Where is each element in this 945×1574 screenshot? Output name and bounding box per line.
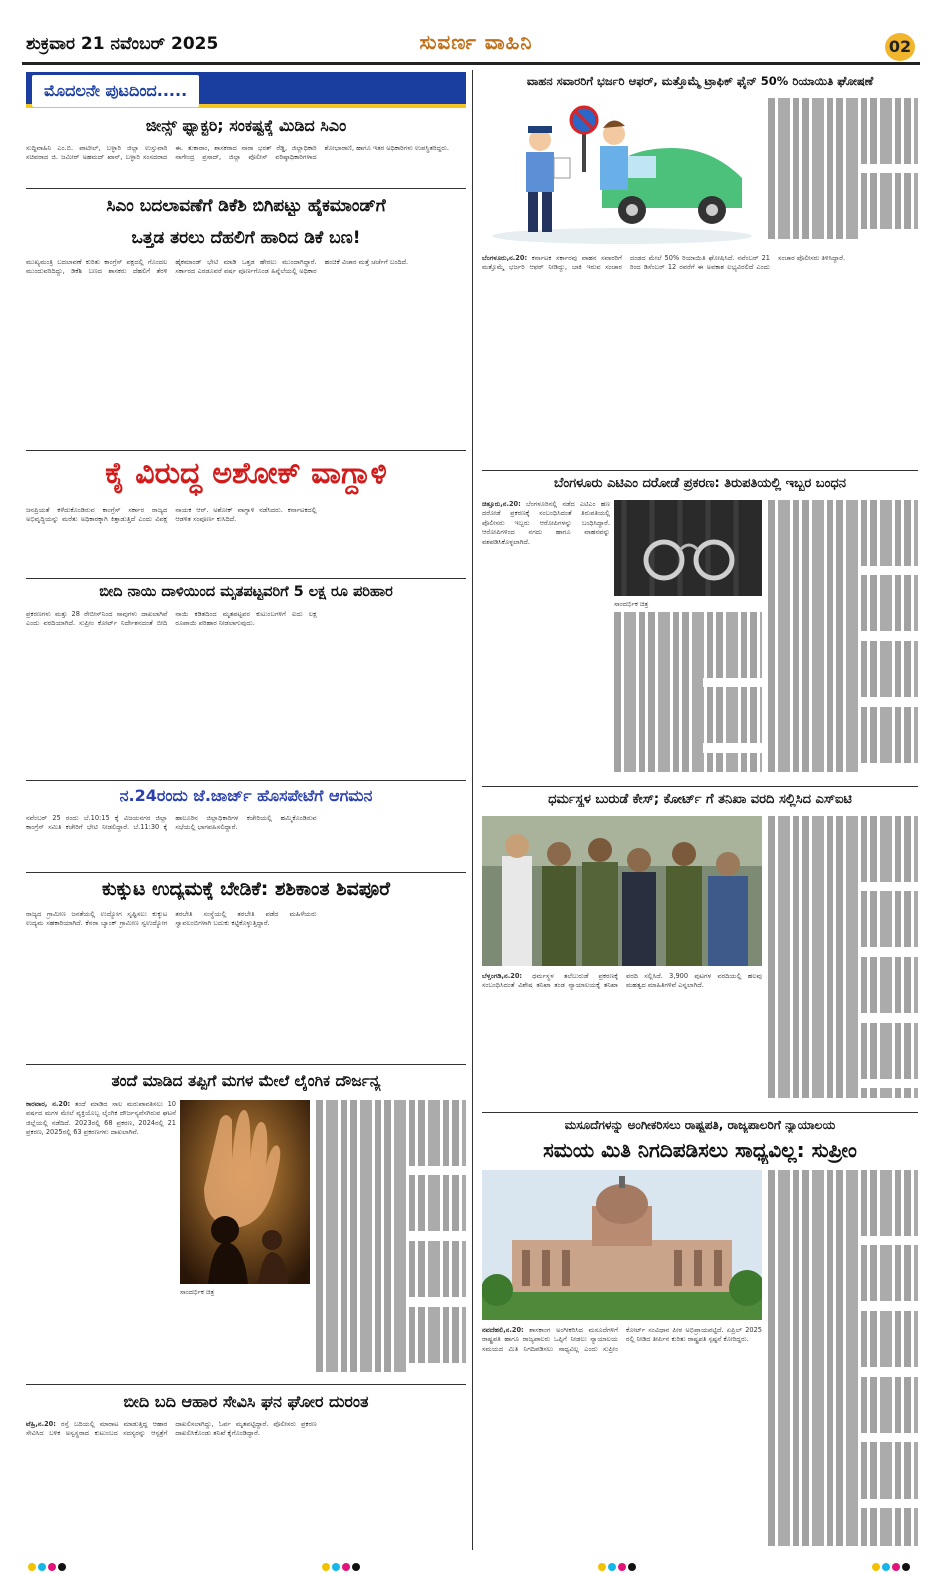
text-placeholder-line [768, 1079, 858, 1088]
text-placeholder-line [768, 891, 918, 900]
text-placeholder-line [768, 825, 918, 834]
text-placeholder-line [768, 754, 918, 763]
text-placeholder-line [768, 622, 918, 631]
text-placeholder-line [614, 743, 703, 752]
text-placeholder-line [768, 1208, 918, 1217]
article-abuse-body-col1 [26, 1100, 176, 1380]
text-placeholder-line [768, 1424, 918, 1433]
article-atm-body-col1 [482, 500, 610, 780]
text-placeholder-line [768, 1189, 918, 1198]
divider [482, 470, 918, 471]
text-placeholder-line [768, 136, 918, 145]
text-placeholder-line [768, 1226, 918, 1235]
text-placeholder-line [614, 621, 762, 630]
text-placeholder-line [768, 126, 918, 135]
color-registration-dots [598, 1556, 638, 1564]
text-placeholder-line [768, 1060, 918, 1069]
text-placeholder-line [614, 715, 762, 724]
article-food-headline: ಬೀದಿ ಬದಿ ಆಹಾರ ಸೇವಿಸಿ ಘನ ಘೋರ ದುರಂತ [123, 1392, 369, 1411]
dateline: ಚಿತ್ತೂರು,ನ.20: [482, 500, 521, 508]
text-placeholder-line [768, 1023, 918, 1032]
text-placeholder-line [768, 1264, 918, 1273]
text-placeholder-line [768, 1339, 918, 1348]
article-body-text: ಬೆಂಗಳೂರಿನಲ್ಲಿ ನಡೆದ ಎಟಿಎಂ ಹಣ ದರೋಡೆ ಪ್ರಕರಣಕ್ಕೆ ಸಂಬಂಧಿಸಿದಂತೆ ತಿರುಪತಿಯಲ್ಲಿ ಪೊಲೀಸರು ಇಬ್ಬರು ಆರೋಪಿಗಳನ್ನು ಬಂಧಿಸಿದ್ದಾರೆ. ಆರೋಪಿಗಳಿಂದ ನಗದು ಹಾಗೂ ವಾಹನವನ್ನು ವಶಪಡಿಸಿಕೊಳ್ಳಲಾಗಿದೆ. [482, 500, 610, 546]
article-atm-headline: ಬೆಂಗಳೂರು ಎಟಿಎಂ ದರೋಡೆ ಪ್ರಕರಣ: ತಿರುಪತಿಯಲ್ಲಿ ಇಬ್ಬರ ಬಂಧನ [553, 476, 846, 491]
text-placeholder-line [316, 1222, 466, 1231]
text-placeholder-line [768, 707, 918, 716]
text-placeholder-line [768, 556, 918, 565]
text-placeholder-line [316, 1138, 466, 1147]
text-placeholder-line [768, 1051, 918, 1060]
article-traffic-body [482, 254, 918, 464]
text-placeholder-line [614, 678, 703, 687]
text-placeholder-line [768, 1358, 918, 1367]
traffic-illustration [482, 98, 762, 248]
text-placeholder-line [316, 1325, 466, 1334]
text-placeholder-line [768, 1255, 918, 1264]
text-placeholder-line [768, 882, 858, 891]
text-placeholder-line [768, 669, 918, 678]
text-placeholder-line [768, 1283, 918, 1292]
article-traffic-headline: ವಾಹನ ಸವಾರರಿಗೆ ಭರ್ಜರಿ ಆಫರ್, ಮತ್ತೊಮ್ಮೆ ಟ್ರಾಫಿಕ್ ಫೈನ್ 50% ರಿಯಾಯಿತಿ ಘೋಷಣೆ [526, 74, 874, 88]
text-placeholder-line [316, 1185, 466, 1194]
text-placeholder-line [768, 678, 918, 687]
article-ashok-headline: ಕೈ ವಿರುದ್ಧ ಅಶೋಕ್ ವಾಗ್ದಾಳಿ [105, 456, 387, 491]
atm-caption: ಸಾಂದರ್ಭಿಕ ಚಿತ್ರ [614, 600, 649, 608]
sit-photo [482, 816, 762, 966]
text-placeholder-line [614, 631, 762, 640]
text-placeholder-line [768, 220, 918, 229]
text-placeholder-line [316, 1316, 466, 1325]
text-placeholder-line [316, 1109, 466, 1118]
text-placeholder-line [768, 716, 918, 725]
article-body-text: ಕರ್ನಾಟಕ ಸರ್ಕಾರವು ವಾಹನ ಸವಾರರಿಗೆ ಮತ್ತೊಮ್ಮೆ ಭರ್ಜರಿ ಆಫರ್ ನೀಡಿದ್ದು, ಬಾಕಿ ಇರುವ ಸಂಚಾರ ದಂಡದ ಮೇಲೆ 50% ರಿಯಾಯಿತಿ ಘೋಷಿಸಿದೆ. ನವೆಂಬರ್ 21 ರಿಂದ ಡಿಸೆಂಬರ್ 12 ರವರೆಗೆ ಈ ಅವಕಾಶ ಲಭ್ಯವಿರಲಿದೆ ಎಂದು ಸಂಚಾರ ಪೊಲೀಸರು ತಿಳಿಸಿದ್ದಾರೆ. [482, 254, 846, 272]
text-placeholder-line [768, 154, 918, 163]
text-placeholder-line [768, 1377, 918, 1386]
article-abuse-headline: ತಂದೆ ಮಾಡಿದ ತಪ್ಪಿಗೆ ಮಗಳ ಮೇಲೆ ಲೈಂಗಿಕ ದೌರ್ಜನ್ಯ [111, 1072, 381, 1090]
text-placeholder-line [768, 910, 918, 919]
article-body-text: ತಂದೆ ಮಾಡಿದ ಸಾಲ ಮರುಪಾವತಿಸಲು 10 ವರ್ಷದ ಮಗಳ ಮೇಲೆ ವ್ಯಕ್ತಿಯೊಬ್ಬ ಲೈಂಗಿಕ ದೌರ್ಜನ್ಯವೆಸಗಿರುವ ಘಟನೆ ಜಿಲ್ಲೆಯಲ್ಲಿ ನಡೆದಿದೆ. 2023ರಲ್ಲಿ 68 ಪ್ರಕರಣ, 2024ರಲ್ಲಿ 21 ಪ್ರಕರಣ, 2025ರಲ್ಲಿ 63 ಪ್ರಕರಣಗಳು ದಾಖಲಾಗಿವೆ. [26, 1100, 176, 1137]
text-placeholder-line [768, 1301, 858, 1310]
text-placeholder-line [614, 725, 762, 734]
supreme-court-photo [482, 1170, 762, 1320]
section-label: ಮೊದಲನೇ ಪುಟದಿಂದ..... [32, 75, 199, 107]
text-placeholder-line [768, 98, 918, 107]
text-placeholder-line [768, 725, 918, 734]
text-placeholder-line [316, 1344, 466, 1353]
divider [26, 188, 466, 189]
text-placeholder-line [768, 164, 858, 173]
divider [26, 780, 466, 781]
text-placeholder-line [768, 1489, 918, 1498]
text-placeholder-line [768, 1245, 918, 1254]
text-placeholder-line [768, 1032, 918, 1041]
text-placeholder-line [768, 835, 918, 844]
text-placeholder-line [768, 1170, 918, 1179]
text-placeholder-line [768, 631, 858, 640]
text-placeholder-line [768, 816, 918, 825]
text-placeholder-line [768, 1471, 918, 1480]
article-poultry-body [26, 910, 466, 1058]
text-placeholder-line [768, 919, 918, 928]
text-placeholder-line [768, 1041, 918, 1050]
text-placeholder-line [768, 1013, 858, 1022]
text-placeholder-line [768, 1452, 918, 1461]
text-placeholder-line [768, 1348, 918, 1357]
article-atm-body-col2 [614, 612, 762, 780]
text-placeholder-line [768, 1517, 918, 1526]
text-placeholder-line [768, 547, 918, 556]
text-placeholder-line [768, 966, 918, 975]
article-body-text: ಶಾಸಕಾಂಗ ಅಂಗೀಕರಿಸಿದ ಮಸೂದೆಗಳಿಗೆ ರಾಷ್ಟ್ರಪತಿ ಹಾಗೂ ರಾಜ್ಯಪಾಲರು ಒಪ್ಪಿಗೆ ನೀಡಲು ನ್ಯಾಯಾಲಯ ಸಮಯದ ಮಿತಿ ನಿಗದಿಪಡಿಸಲು ಸಾಧ್ಯವಿಲ್ಲ ಎಂದು ಸುಪ್ರೀಂ ಕೋರ್ಟ್ ಸಂವಿಧಾನ ಪೀಠ ಅಭಿಪ್ರಾಯಪಟ್ಟಿದೆ. ಏಪ್ರಿಲ್ 2025 ರಲ್ಲಿ ನೀಡಿದ ತೀರ್ಪಿನ ಕುರಿತು ರಾಷ್ಟ್ರಪತಿ ಸ್ಪಷ್ಟನೆ ಕೋರಿದ್ದರು. [482, 1326, 762, 1353]
text-placeholder-line [768, 1527, 918, 1536]
divider [26, 872, 466, 873]
text-placeholder-line [768, 575, 918, 584]
issue-date: ಶುಕ್ರವಾರ 21 ನವೆಂಬರ್ 2025 [26, 34, 219, 54]
text-placeholder-line [614, 612, 762, 621]
text-placeholder-line [614, 734, 762, 743]
masthead [386, 30, 566, 56]
text-placeholder-line [768, 1536, 918, 1545]
text-placeholder-line [768, 650, 918, 659]
text-placeholder-line [768, 1461, 918, 1470]
header-rule [22, 62, 920, 65]
article-body-text: ನವೆಂಬರ್ 25 ರಂದು ಬೆ.10:15 ಕ್ಕೆ ವಿಜಯನಗರ ಜಿಲ್ಲಾ ಕಾಂಗ್ರೆಸ್ ಸಮಿತಿ ಕಚೇರಿಗೆ ಭೇಟಿ ನೀಡಲಿದ್ದಾರೆ. ಬೆ.11:30 ಕ್ಕೆ ಹಾಲೂರಿನ ಜಿಲ್ಲಾಧಿಕಾರಿಗಳ ಕಚೇರಿಯಲ್ಲಿ ಹಮ್ಮಿಕೊಂಡಿರುವ ಸಭೆಯಲ್ಲಿ ಭಾಗವಹಿಸಲಿದ್ದಾರೆ. [26, 814, 317, 832]
text-placeholder-line [768, 229, 858, 238]
article-dog-headline: ಬೀದಿ ನಾಯಿ ದಾಳಿಯಿಂದ ಮೃತಪಟ್ಟವರಿಗೆ 5 ಲಕ್ಷ ರೂ ಪರಿಹಾರ [99, 584, 393, 600]
text-placeholder-line [768, 697, 858, 706]
text-placeholder-line [768, 117, 918, 126]
text-placeholder-line [768, 1070, 918, 1079]
text-placeholder-line [316, 1213, 466, 1222]
text-placeholder-line [316, 1288, 466, 1297]
text-placeholder-line [768, 192, 918, 201]
text-placeholder-line [768, 854, 918, 863]
text-placeholder-line [316, 1119, 466, 1128]
text-placeholder-line [768, 1367, 858, 1376]
text-placeholder-line [614, 697, 762, 706]
text-placeholder-line [768, 538, 918, 547]
divider [26, 450, 466, 451]
text-placeholder-line [768, 641, 918, 650]
article-dk-headline-1: ಸಿಎಂ ಬದಲಾವಣೆಗೆ ಡಿಕೆಶಿ ಬಿಗಿಪಟ್ಟು ಹೈಕಮಾಂಡ್‌ಗೆ [106, 196, 386, 216]
text-placeholder-line [768, 763, 858, 772]
article-supreme-headline: ಸಮಯ ಮಿತಿ ನಿಗದಿಪಡಿಸಲು ಸಾಧ್ಯವಿಲ್ಲ: ಸುಪ್ರೀಂ [543, 1138, 857, 1162]
text-placeholder-line [768, 1217, 918, 1226]
text-placeholder-line [316, 1175, 466, 1184]
article-food-body [26, 1420, 466, 1526]
text-placeholder-line [768, 594, 918, 603]
text-placeholder-line [768, 1414, 918, 1423]
text-placeholder-line [614, 650, 762, 659]
text-placeholder-line [768, 500, 918, 509]
text-placeholder-line [768, 585, 918, 594]
text-placeholder-line [768, 145, 918, 154]
text-placeholder-line [768, 872, 918, 881]
color-registration-dots [28, 1556, 68, 1564]
text-placeholder-line [768, 660, 918, 669]
text-placeholder-line [768, 519, 918, 528]
article-body-text: ಜನಪ್ರಿಯತೆ ಕಳೆದುಕೊಂಡಿರುವ ಕಾಂಗ್ರೆಸ್ ಸರ್ಕಾರ ರಾಜ್ಯದ ಅಭಿವೃದ್ಧಿಯನ್ನು ಮರೆತು ಅಧಿಕಾರಕ್ಕಾಗಿ ಕಿತ್ತಾಡುತ್ತಿದೆ ಎಂದು ವಿಪಕ್ಷ ನಾಯಕ ಆರ್. ಅಶೋಕ್ ವಾಗ್ದಾಳಿ ನಡೆಸಿದರು. ಕರ್ನಾಟಕದಲ್ಲಿ ಆಡಳಿತ ಸಂಪೂರ್ಣ ಕುಸಿದಿದೆ. [26, 506, 317, 524]
text-placeholder-line [768, 107, 918, 116]
article-body-text: ಮುಖ್ಯಮಂತ್ರಿ ಬದಲಾವಣೆ ಕುರಿತು ಕಾಂಗ್ರೆಸ್ ಪಕ್ಷದಲ್ಲಿ ಗೊಂದಲ ಮುಂದುವರಿದಿದ್ದು, ಡಿಕೆಶಿ ಬಣದ ಶಾಸಕರು ದೆಹಲಿಗೆ ತೆರಳಿ ಹೈಕಮಾಂಡ್ ಭೇಟಿ ಮಾಡಿ ಒತ್ತಡ ಹೇರಲು ಮುಂದಾಗಿದ್ದಾರೆ. ಸರ್ಕಾರದ ಎರಡೂವರೆ ವರ್ಷ ಪೂರ್ಣಗೊಂಡ ಹಿನ್ನೆಲೆಯಲ್ಲಿ ಅಧಿಕಾರ ಹಂಚಿಕೆ ವಿಚಾರ ಮತ್ತೆ ಚರ್ಚೆಗೆ ಬಂದಿದೆ. [26, 258, 409, 276]
masthead-title: ಸುವರ್ಣ ವಾಹಿನಿ [419, 30, 533, 54]
text-placeholder-line [768, 1330, 918, 1339]
divider [482, 1112, 918, 1113]
text-placeholder-line [768, 688, 918, 697]
text-placeholder-line [768, 938, 918, 947]
divider [26, 578, 466, 579]
article-sit-body-right [768, 816, 918, 1106]
text-placeholder-line [768, 1273, 918, 1282]
article-george-headline: ನ.24ರಂದು ಜೆ.ಜಾರ್ಜ್ ಹೊಸಪೇಟೆಗೆ ಆಗಮನ [119, 786, 373, 805]
text-placeholder-line [768, 929, 918, 938]
text-placeholder-line [768, 566, 858, 575]
abuse-illustration [180, 1100, 310, 1284]
text-placeholder-line [316, 1278, 466, 1287]
text-placeholder-line [316, 1297, 406, 1306]
text-placeholder-line [768, 1386, 918, 1395]
text-placeholder-line [768, 183, 918, 192]
article-sit-headline: ಧರ್ಮಸ್ಥಳ ಬುರುಡೆ ಕೇಸ್; ಕೋರ್ಟ್ ಗೆ ತನಿಖಾ ವರದಿ ಸಲ್ಲಿಸಿದ ಎಸ್ಐಟಿ [548, 792, 852, 807]
text-placeholder-line [768, 844, 918, 853]
dateline: ಟೆಹ್ರಿ,ನ.20: [26, 1420, 56, 1428]
article-body-text: ಸುದ್ದಿವಾಹಿನಿ ಎಂ.ಬಿ. ಪಾಟೀಲ್, ಬಳ್ಳಾರಿ ಜಿಲ್ಲಾ ಉಸ್ತುವಾರಿ ಸಚಿವರಾದ ಜಿ. ಜಮೀರ್ ಅಹಮದ್ ಖಾನ್, ಬಳ್ಳಾರಿ ಸಂಸದರಾದ ಈ. ತುಕಾರಾಂ, ಶಾಸಕರಾದ ನಾರಾ ಭರತ್ ರೆಡ್ಡಿ, ಜಿಲ್ಲಾಧಿಕಾರಿ ನಾಗೇಂದ್ರ ಪ್ರಸಾದ್, ಜಿಲ್ಲಾ ಪೊಲೀಸ್ ವರಿಷ್ಠಾಧಿಕಾರಿಗಳಾದ ಶೋಭಾರಾಣಿ, ಹಾಗೂ ಇತರ ಅಧಿಕಾರಿಗಳು ಉಪಸ್ಥಿತರಿದ್ದರು. [26, 144, 450, 162]
article-ashok-body [26, 506, 466, 572]
divider [482, 786, 918, 787]
text-placeholder-line [316, 1100, 466, 1109]
text-placeholder-line [768, 613, 918, 622]
text-placeholder-line [768, 201, 918, 210]
text-placeholder-line [316, 1363, 406, 1372]
text-placeholder-line [316, 1156, 466, 1165]
text-placeholder-line [768, 211, 918, 220]
text-placeholder-line [316, 1241, 466, 1250]
text-placeholder-line [316, 1128, 466, 1137]
article-traffic-body-top [768, 98, 918, 248]
text-placeholder-line [768, 1499, 858, 1508]
text-placeholder-line [316, 1203, 466, 1212]
article-dog-body [26, 610, 466, 774]
article-jeans-headline: ಜೀನ್ಸ್ ಫ್ಯಾಕ್ಟರಿ; ಸಂಕಷ್ಟಕ್ಕೆ ಮಿಡಿದ ಸಿಎಂ [145, 116, 347, 135]
article-supreme-body [482, 1326, 762, 1550]
text-placeholder-line [768, 509, 918, 518]
text-placeholder-line [768, 1433, 858, 1442]
text-placeholder-line [768, 1320, 918, 1329]
article-body-text: ರಸ್ತೆ ಬದಿಯಲ್ಲಿ ಮಾರಾಟ ಮಾಡುತ್ತಿದ್ದ ಆಹಾರ ಸೇವಿಸಿದ ಬಳಿಕ ಅಸ್ವಸ್ಥರಾದ ಕುಟುಂಬದ ಸದಸ್ಯರನ್ನು ಆಸ್ಪತ್ರೆಗೆ ದಾಖಲಿಸಲಾಗಿದ್ದು, ಓರ್ವ ಮೃತಪಟ್ಟಿದ್ದಾರೆ. ಪೊಲೀಸರು ಪ್ರಕರಣ ದಾಖಲಿಸಿಕೊಂಡು ತನಿಖೆ ಕೈಗೊಂಡಿದ್ದಾರೆ. [26, 1420, 317, 1438]
dateline: ಕಾರವಾರ, ನ.20: [26, 1100, 71, 1108]
text-placeholder-line [316, 1269, 466, 1278]
text-placeholder-line [768, 735, 918, 744]
column-divider [472, 70, 473, 1550]
text-placeholder-line [614, 668, 762, 677]
text-placeholder-line [768, 1442, 918, 1451]
article-body-text: ರಾಜ್ಯದ ಗ್ರಾಮೀಣ ಜನತೆಯಲ್ಲಿ ಉದ್ಯೋಗ ಸೃಷ್ಟಿಸಲು ಕುಕ್ಕುಟ ಉದ್ಯಮ ಸಹಕಾರಿಯಾಗಿದೆ. ಕೆನರಾ ಬ್ಯಾಂಕ್ ಗ್ರಾಮೀಣ ಸ್ವಉದ್ಯೋಗ ತರಬೇತಿ ಸಂಸ್ಥೆಯಲ್ಲಿ ತರಬೇತಿ ಪಡೆದ ಮಹಿಳೆಯರು ಸ್ವಾವಲಂಬಿಗಳಾಗಿ ಬದುಕು ಕಟ್ಟಿಕೊಳ್ಳುತ್ತಿದ್ದಾರೆ. [26, 910, 317, 928]
text-placeholder-line [316, 1250, 466, 1259]
text-placeholder-line [614, 640, 762, 649]
article-supreme-kicker: ಮಸೂದೆಗಳನ್ನು ಅಂಗೀಕರಿಸಲು ರಾಷ್ಟ್ರಪತಿ, ರಾಜ್ಯಪಾಲರಿಗೆ ನ್ಯಾಯಾಲಯ [564, 1118, 836, 1132]
article-poultry-headline: ಕುಕ್ಕುಟ ಉದ್ಯಮಕ್ಕೆ ಬೇಡಿಕೆ: ಶಶಿಕಾಂತ ಶಿವಪೂರೆ [101, 878, 391, 900]
text-placeholder-line [768, 1311, 918, 1320]
text-placeholder-line [768, 1395, 918, 1404]
text-placeholder-line [614, 753, 762, 762]
text-placeholder-line [316, 1194, 466, 1203]
article-dk-headline-2: ಒತ್ತಡ ತರಲು ದೆಹಲಿಗೆ ಹಾರಿದ ಡಿಕೆ ಬಣ! [131, 228, 361, 248]
text-placeholder-line [316, 1335, 466, 1344]
text-placeholder-line [768, 994, 918, 1003]
text-placeholder-line [768, 1179, 918, 1188]
color-registration-dots [322, 1556, 362, 1564]
abuse-caption: ಸಾಂದರ್ಭಿಕ ಚಿತ್ರ [180, 1288, 215, 1296]
text-placeholder-line [768, 863, 918, 872]
divider [26, 1384, 466, 1385]
text-placeholder-line [316, 1354, 466, 1363]
text-placeholder-line [768, 985, 918, 994]
article-jeans-body [26, 144, 466, 182]
dateline: ಬೆಂಗಳೂರು,ನ.20: [482, 254, 528, 262]
article-body-text: ಧರ್ಮಸ್ಥಳ ತಲೆಬುರುಡೆ ಪ್ರಕರಣಕ್ಕೆ ಸಂಬಂಧಿಸಿದಂತೆ ವಿಶೇಷ ತನಿಖಾ ತಂಡ ನ್ಯಾಯಾಲಯಕ್ಕೆ ತನಿಖಾ ವರದಿ ಸಲ್ಲಿಸಿದೆ. 3,900 ಪುಟಗಳ ವರದಿಯಲ್ಲಿ ಹಲವು ಮಹತ್ವದ ಮಾಹಿತಿಗಳಿವೆ ಎನ್ನಲಾಗಿದೆ. [482, 972, 762, 990]
color-registration-dots [872, 1556, 912, 1564]
text-placeholder-line [768, 1508, 918, 1517]
article-abuse-body-col3 [316, 1100, 466, 1380]
text-placeholder-line [614, 659, 762, 668]
article-george-body [26, 814, 466, 868]
text-placeholder-line [768, 1198, 918, 1207]
text-placeholder-line [768, 957, 918, 966]
dateline: ಬೆಳ್ತಂಗಡಿ,ನ.20: [482, 972, 523, 980]
article-dk-body [26, 258, 466, 444]
article-supreme-body-right [768, 1170, 918, 1550]
text-placeholder-line [768, 603, 918, 612]
text-placeholder-line [316, 1147, 466, 1156]
text-placeholder-line [768, 976, 918, 985]
text-placeholder-line [614, 687, 762, 696]
section-bar [26, 72, 466, 108]
text-placeholder-line [316, 1260, 466, 1269]
text-placeholder-line [316, 1231, 406, 1240]
text-placeholder-line [316, 1166, 406, 1175]
text-placeholder-line [768, 1405, 918, 1414]
text-placeholder-line [768, 173, 918, 182]
divider [26, 1064, 466, 1065]
article-body-text: ಪ್ರಕರಣಗಳು ಮತ್ತು 28 ರೇಬೀಸ್‌ನಿಂದ ಸಾವುಗಳು ದಾಖಲಾಗಿವೆ ಎಂದು ವರದಿಯಾಗಿದೆ. ಸುಪ್ರೀಂ ಕೋರ್ಟ್ ನಿರ್ದೇಶನದಂತೆ ಬೀದಿ ನಾಯಿ ಕಡಿತದಿಂದ ಮೃತಪಟ್ಟವರ ಕುಟುಂಬಗಳಿಗೆ ಐದು ಲಕ್ಷ ರೂಪಾಯಿ ಪರಿಹಾರ ನೀಡಲಾಗುವುದು. [26, 610, 317, 628]
text-placeholder-line [768, 1480, 918, 1489]
text-placeholder-line [316, 1307, 466, 1316]
text-placeholder-line [614, 706, 762, 715]
article-sit-body [482, 972, 762, 1106]
dateline: ನವದೆಹಲಿ,ನ.20: [482, 1326, 524, 1334]
text-placeholder-line [768, 1004, 918, 1013]
text-placeholder-line [768, 1292, 918, 1301]
text-placeholder-line [614, 762, 762, 771]
text-placeholder-line [768, 1088, 918, 1097]
article-atm-body-col3 [768, 500, 918, 780]
text-placeholder-line [768, 901, 918, 910]
text-placeholder-line [768, 744, 918, 753]
text-placeholder-line [768, 1236, 858, 1245]
text-placeholder-line [768, 947, 858, 956]
handcuffs-image [614, 500, 762, 596]
page-number: 02 [885, 33, 915, 61]
text-placeholder-line [768, 528, 918, 537]
